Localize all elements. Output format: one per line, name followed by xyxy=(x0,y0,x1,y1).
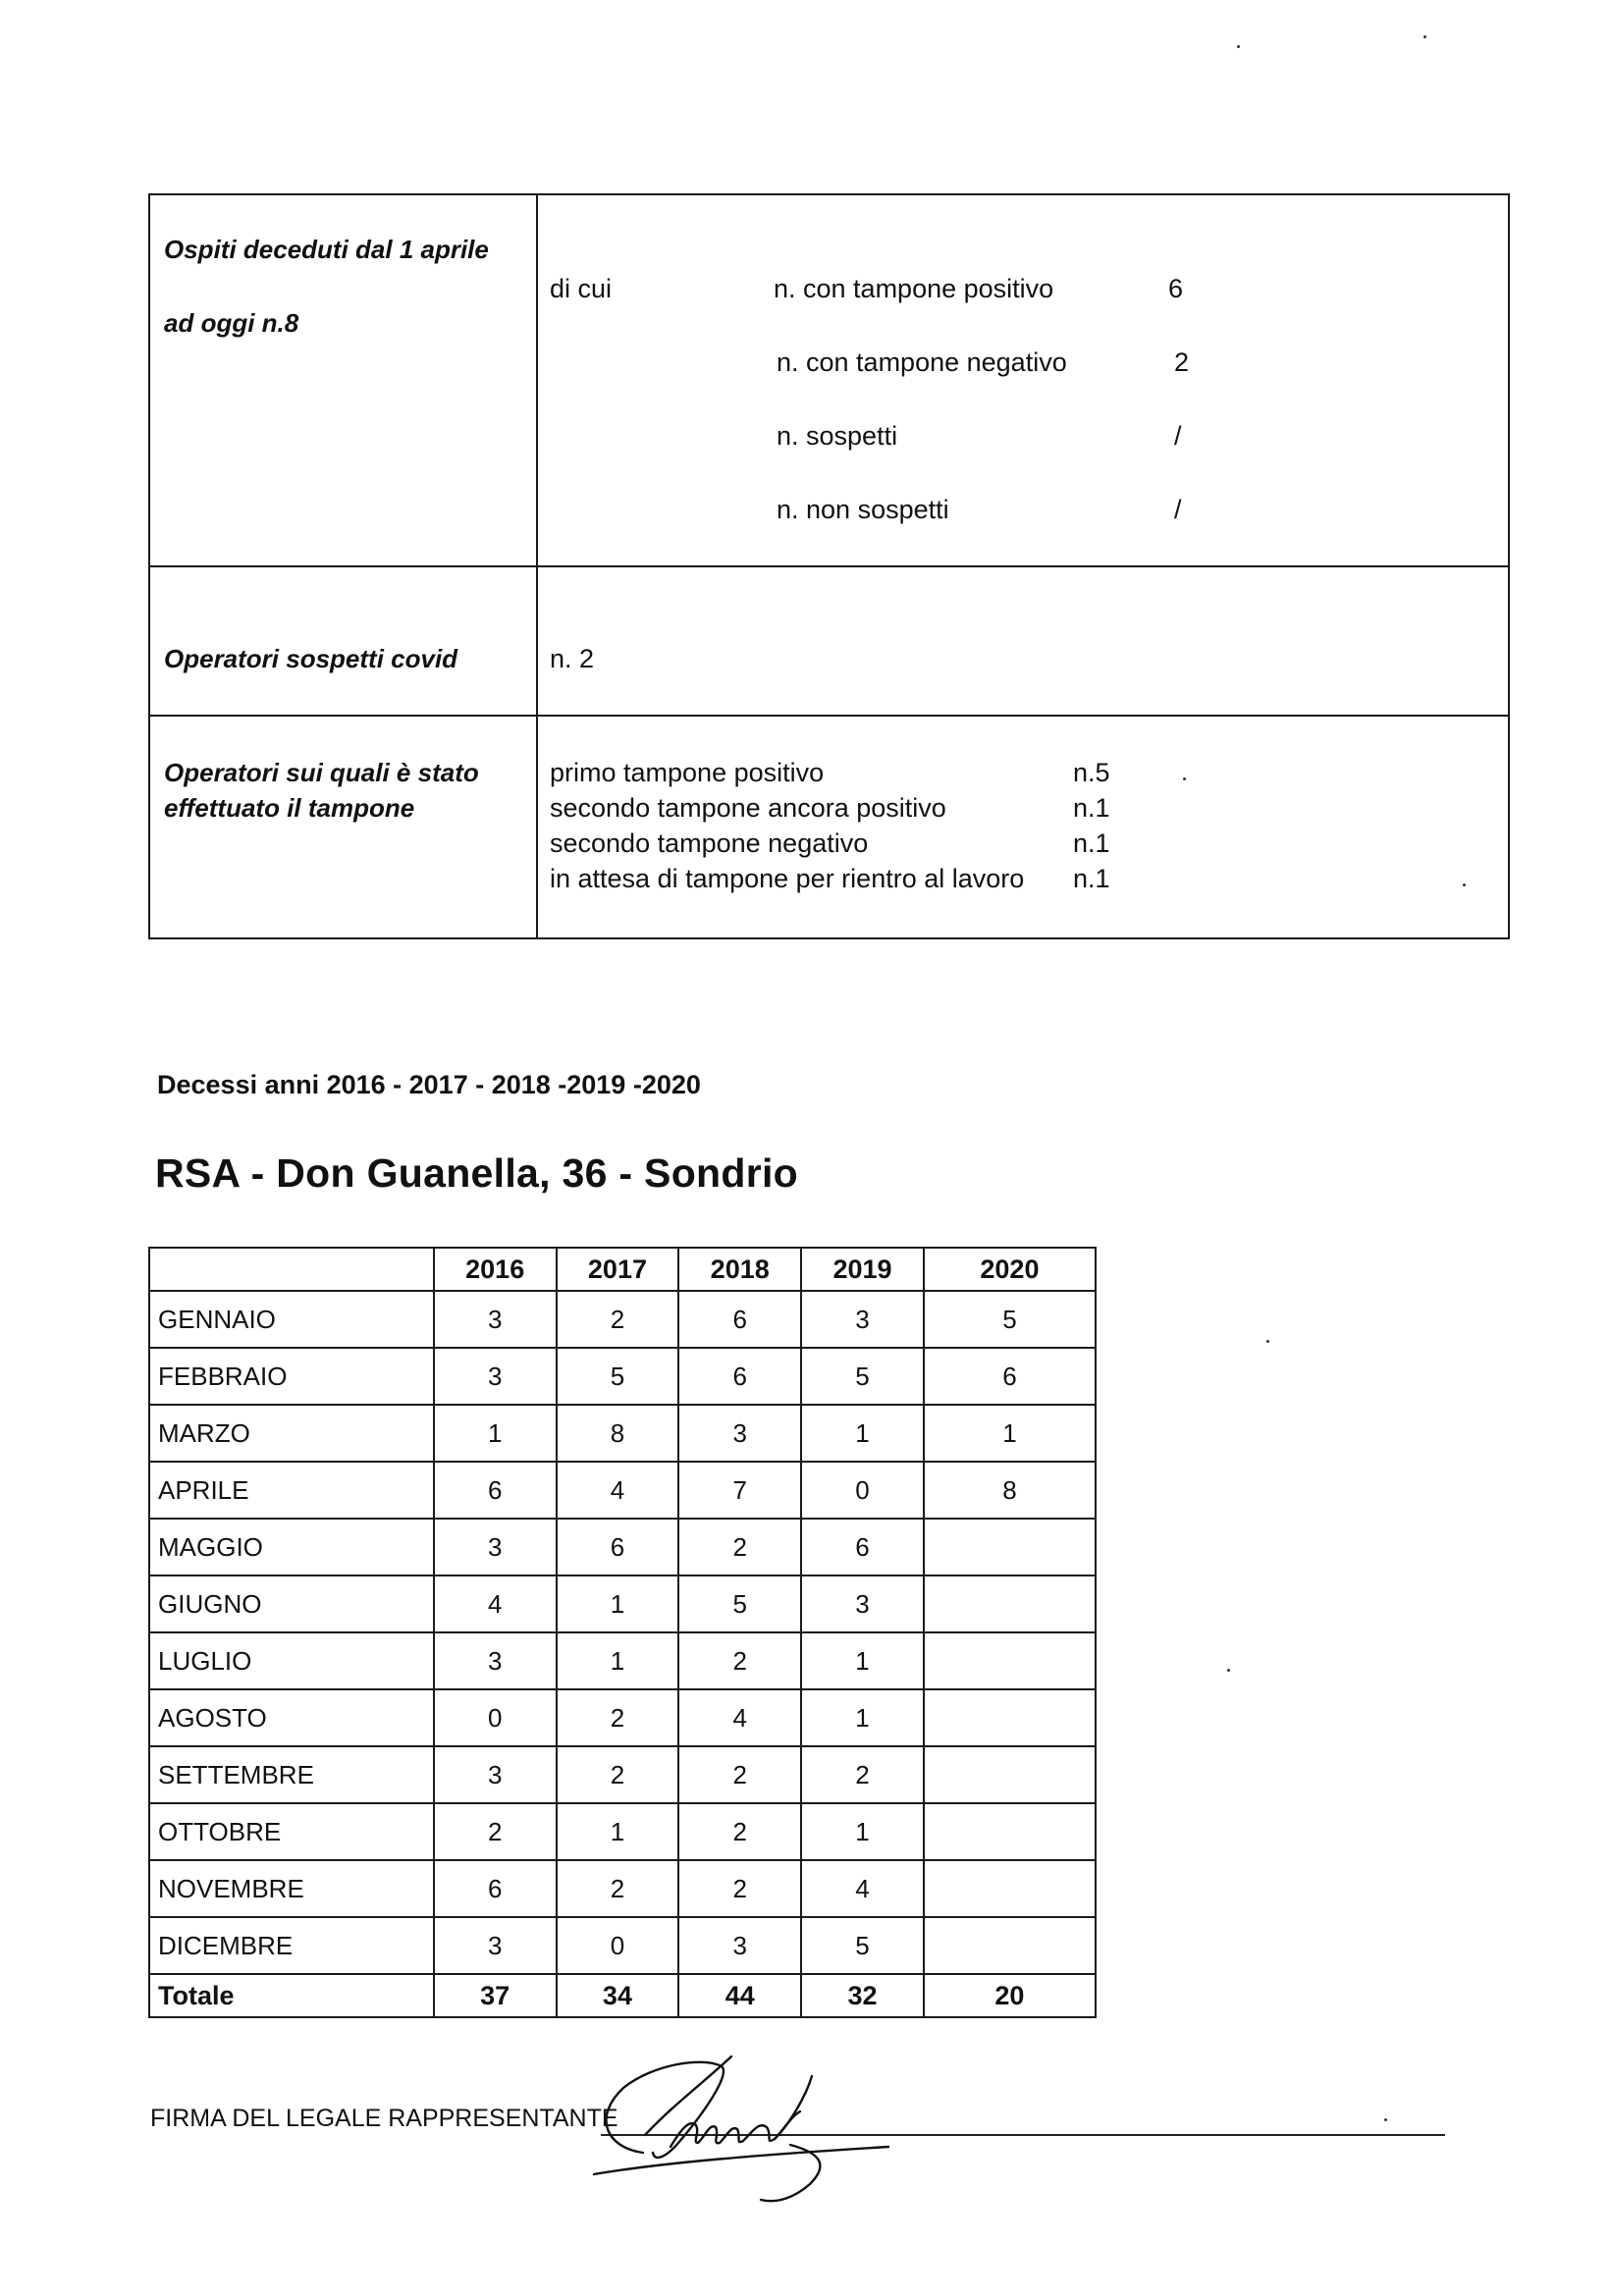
info-label-cell xyxy=(149,566,537,716)
first-swab-positive-value: n.5 xyxy=(1073,758,1110,787)
deaths-count-cell: 2 xyxy=(678,1746,801,1803)
info-row-deceased xyxy=(149,194,1509,566)
deaths-count-cell: 2 xyxy=(678,1860,801,1917)
month-label: NOVEMBRE xyxy=(149,1860,434,1917)
deaths-count-cell: 6 xyxy=(434,1462,557,1519)
deaths-count-cell: 6 xyxy=(924,1348,1096,1405)
tested-operators-label-line1: Operatori sui quali è stato xyxy=(164,758,479,787)
second-swab-negative-label: secondo tampone negativo xyxy=(550,828,869,858)
deaths-count-cell: 8 xyxy=(924,1462,1096,1519)
deaths-count-cell: 0 xyxy=(801,1462,924,1519)
deaths-month-row xyxy=(149,1632,1096,1689)
month-label: LUGLIO xyxy=(149,1632,434,1689)
deaths-count-cell: 2 xyxy=(801,1746,924,1803)
second-swab-negative-value: n.1 xyxy=(1073,828,1110,858)
suspected-operators-value: n. 2 xyxy=(550,644,595,673)
deaths-count-cell xyxy=(924,1689,1096,1746)
deaths-body xyxy=(149,1291,1096,1974)
deceased-label-line2: ad oggi n.8 xyxy=(164,308,299,338)
deaths-count-cell: 3 xyxy=(801,1575,924,1632)
header-month-cell xyxy=(149,1248,434,1291)
deaths-count-cell: 1 xyxy=(434,1405,557,1462)
deaths-month-row xyxy=(149,1462,1096,1519)
deaths-count-cell: 3 xyxy=(434,1291,557,1348)
deaths-count-cell: 1 xyxy=(801,1689,924,1746)
info-table xyxy=(148,193,1510,939)
deaths-count-cell: 5 xyxy=(678,1575,801,1632)
deaths-count-cell: 4 xyxy=(801,1860,924,1917)
positive-swab-label: n. con tampone positivo xyxy=(774,274,1054,303)
scan-speck xyxy=(1237,45,1240,48)
deaths-count-cell: 3 xyxy=(801,1291,924,1348)
deaths-count-cell: 3 xyxy=(678,1405,801,1462)
month-label: OTTOBRE xyxy=(149,1803,434,1860)
scan-speck xyxy=(1384,2118,1387,2121)
deaths-count-cell: 5 xyxy=(801,1917,924,1974)
deaths-count-cell: 5 xyxy=(557,1348,679,1405)
deaths-count-cell xyxy=(924,1860,1096,1917)
deaths-month-row xyxy=(149,1803,1096,1860)
total-value: 37 xyxy=(434,1974,557,2017)
header-year: 2016 xyxy=(434,1248,557,1291)
deaths-month-row xyxy=(149,1860,1096,1917)
deaths-count-cell xyxy=(924,1575,1096,1632)
month-label: AGOSTO xyxy=(149,1689,434,1746)
deaths-count-cell: 6 xyxy=(801,1519,924,1575)
month-label: APRILE xyxy=(149,1462,434,1519)
info-row-suspected-operators xyxy=(149,566,1509,716)
second-swab-positive-value: n.1 xyxy=(1073,793,1110,823)
deaths-month-row xyxy=(149,1917,1096,1974)
scan-speck xyxy=(1423,35,1426,38)
month-label: DICEMBRE xyxy=(149,1917,434,1974)
scan-speck xyxy=(1463,883,1466,886)
deaths-count-cell: 4 xyxy=(678,1689,801,1746)
deaths-count-cell: 0 xyxy=(434,1689,557,1746)
deaths-count-cell: 1 xyxy=(557,1803,679,1860)
tested-operators-label-line2: effettuato il tampone xyxy=(164,793,415,823)
non-suspected-label: n. non sospetti xyxy=(777,495,949,524)
deaths-count-cell: 6 xyxy=(678,1348,801,1405)
awaiting-swab-value: n.1 xyxy=(1073,864,1110,893)
deaths-count-cell: 4 xyxy=(434,1575,557,1632)
positive-swab-value: 6 xyxy=(1168,274,1184,303)
header-year: 2020 xyxy=(924,1248,1096,1291)
deaths-count-cell: 7 xyxy=(678,1462,801,1519)
deaths-count-cell: 8 xyxy=(557,1405,679,1462)
scan-speck xyxy=(1266,1340,1269,1343)
signature-label: FIRMA DEL LEGALE RAPPRESENTANTE xyxy=(150,2105,618,2132)
deaths-count-cell: 6 xyxy=(678,1291,801,1348)
deceased-label-line1: Ospiti deceduti dal 1 aprile xyxy=(164,235,489,264)
deaths-count-cell: 2 xyxy=(557,1860,679,1917)
total-value: 32 xyxy=(801,1974,924,2017)
deaths-month-row xyxy=(149,1746,1096,1803)
suspected-label: n. sospetti xyxy=(777,421,898,451)
non-suspected-value: / xyxy=(1174,495,1182,524)
total-value: 20 xyxy=(924,1974,1096,2017)
deaths-count-cell xyxy=(924,1917,1096,1974)
info-row-tested-operators xyxy=(149,716,1509,938)
suspected-value: / xyxy=(1174,421,1182,451)
info-value-cell xyxy=(537,566,1509,716)
deaths-count-cell: 4 xyxy=(557,1462,679,1519)
negative-swab-value: 2 xyxy=(1174,347,1190,377)
deaths-table xyxy=(148,1247,1097,2018)
deaths-count-cell: 3 xyxy=(434,1632,557,1689)
deaths-count-cell: 1 xyxy=(801,1405,924,1462)
deaths-total-row xyxy=(149,1974,1096,2017)
deaths-count-cell xyxy=(924,1746,1096,1803)
info-value-cell xyxy=(537,194,1509,566)
scan-speck xyxy=(1183,777,1186,780)
deaths-count-cell xyxy=(924,1803,1096,1860)
month-label: MAGGIO xyxy=(149,1519,434,1575)
deaths-count-cell: 2 xyxy=(557,1746,679,1803)
total-value: 44 xyxy=(678,1974,801,2017)
deaths-count-cell: 1 xyxy=(801,1803,924,1860)
deaths-header-row xyxy=(149,1248,1096,1291)
deaths-count-cell: 2 xyxy=(678,1632,801,1689)
handwritten-signature xyxy=(584,2037,898,2204)
deaths-count-cell: 1 xyxy=(801,1632,924,1689)
info-label-cell xyxy=(149,194,537,566)
negative-swab-label: n. con tampone negativo xyxy=(777,347,1067,377)
deaths-count-cell xyxy=(924,1519,1096,1575)
month-label: SETTEMBRE xyxy=(149,1746,434,1803)
deaths-count-cell: 3 xyxy=(434,1746,557,1803)
deaths-count-cell: 3 xyxy=(434,1917,557,1974)
total-value: 34 xyxy=(557,1974,679,2017)
deaths-count-cell: 2 xyxy=(678,1803,801,1860)
scan-speck xyxy=(1227,1669,1230,1672)
deaths-count-cell: 2 xyxy=(434,1803,557,1860)
second-swab-positive-label: secondo tampone ancora positivo xyxy=(550,793,946,823)
deaths-count-cell: 3 xyxy=(434,1519,557,1575)
deaths-count-cell: 5 xyxy=(924,1291,1096,1348)
info-value-cell xyxy=(537,716,1509,938)
header-year: 2019 xyxy=(801,1248,924,1291)
total-label: Totale xyxy=(149,1974,434,2017)
facility-heading: RSA - Don Guanella, 36 - Sondrio xyxy=(155,1150,799,1196)
deaths-count-cell: 0 xyxy=(557,1917,679,1974)
month-label: GIUGNO xyxy=(149,1575,434,1632)
deaths-count-cell: 3 xyxy=(434,1348,557,1405)
deaths-month-row xyxy=(149,1519,1096,1575)
deaths-count-cell: 1 xyxy=(924,1405,1096,1462)
deaths-month-row xyxy=(149,1405,1096,1462)
deaths-count-cell: 2 xyxy=(557,1291,679,1348)
deaths-month-row xyxy=(149,1291,1096,1348)
di-cui-label: di cui xyxy=(550,274,613,303)
deaths-month-row xyxy=(149,1689,1096,1746)
deaths-count-cell: 3 xyxy=(678,1917,801,1974)
month-label: MARZO xyxy=(149,1405,434,1462)
deaths-count-cell: 1 xyxy=(557,1575,679,1632)
deaths-count-cell: 1 xyxy=(557,1632,679,1689)
header-year: 2017 xyxy=(557,1248,679,1291)
deaths-count-cell xyxy=(924,1632,1096,1689)
awaiting-swab-label: in attesa di tampone per rientro al lavoro xyxy=(550,864,1025,893)
suspected-operators-label: Operatori sospetti covid xyxy=(164,644,458,673)
month-label: GENNAIO xyxy=(149,1291,434,1348)
month-label: FEBBRAIO xyxy=(149,1348,434,1405)
header-year: 2018 xyxy=(678,1248,801,1291)
deaths-count-cell: 2 xyxy=(557,1689,679,1746)
deaths-month-row xyxy=(149,1575,1096,1632)
deaths-years-subheading: Decessi anni 2016 - 2017 - 2018 -2019 -2020 xyxy=(157,1070,701,1099)
deaths-count-cell: 2 xyxy=(678,1519,801,1575)
deaths-count-cell: 6 xyxy=(557,1519,679,1575)
info-label-cell xyxy=(149,716,537,938)
deaths-count-cell: 6 xyxy=(434,1860,557,1917)
deaths-count-cell: 5 xyxy=(801,1348,924,1405)
deaths-month-row xyxy=(149,1348,1096,1405)
first-swab-positive-label: primo tampone positivo xyxy=(550,758,825,787)
